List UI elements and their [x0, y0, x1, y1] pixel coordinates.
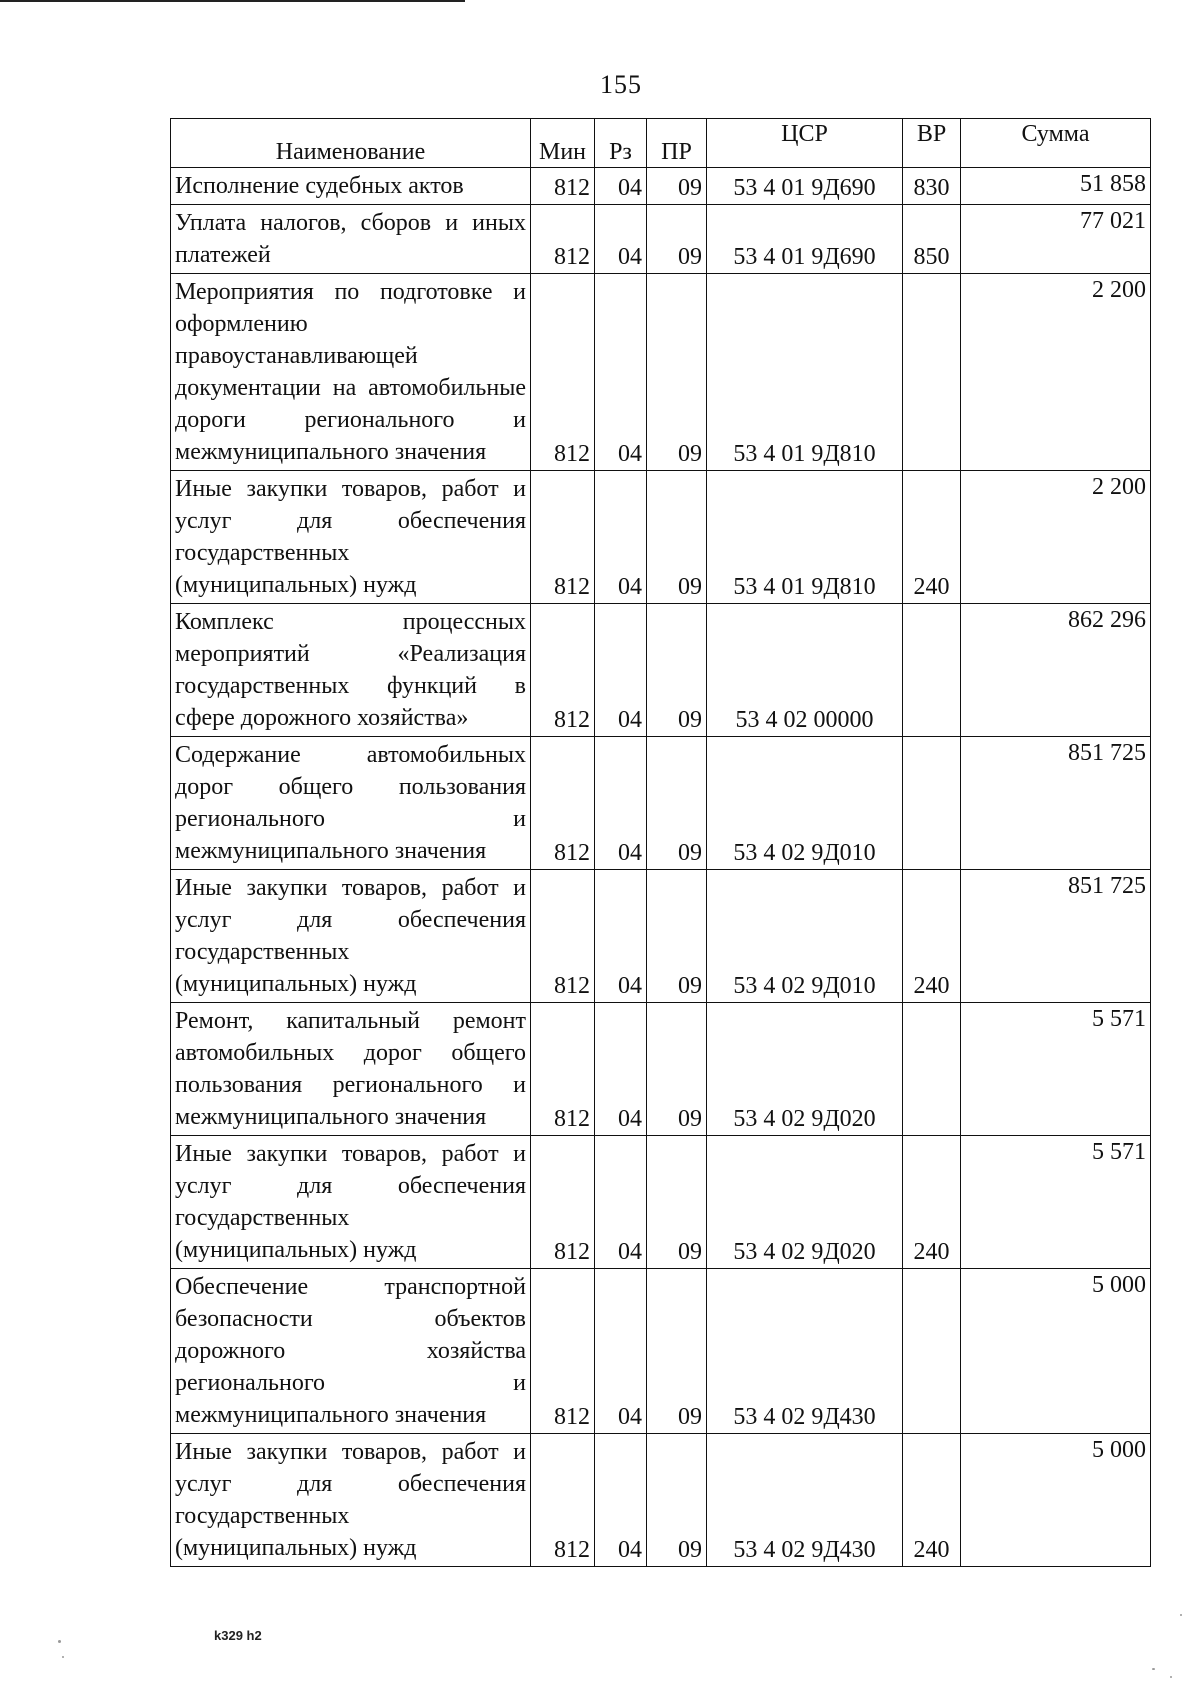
row-sum: 851 725	[961, 870, 1151, 1003]
row-rz: 04	[595, 1269, 647, 1434]
row-name: Исполнение судебных актов	[171, 168, 531, 205]
row-rz: 04	[595, 471, 647, 604]
row-pr: 09	[647, 870, 707, 1003]
row-pr: 09	[647, 737, 707, 870]
row-sum: 2 200	[961, 274, 1151, 471]
row-min: 812	[531, 604, 595, 737]
row-sum: 5 571	[961, 1136, 1151, 1269]
table-row	[171, 205, 1151, 274]
footer-code: k329 h2	[214, 1628, 262, 1643]
row-rz: 04	[595, 205, 647, 274]
row-name: Иные закупки товаров, работ и услуг для обеспечения государственных (муниципальных) нужд	[171, 870, 531, 1003]
row-min: 812	[531, 274, 595, 471]
row-csr: 53 4 02 9Д430	[707, 1434, 903, 1567]
row-sum: 851 725	[961, 737, 1151, 870]
row-rz: 04	[595, 1003, 647, 1136]
row-min: 812	[531, 1434, 595, 1567]
header-csr: ЦСР	[707, 119, 903, 168]
row-min: 812	[531, 1003, 595, 1136]
row-min: 812	[531, 471, 595, 604]
header-min: Мин	[531, 119, 595, 168]
row-pr: 09	[647, 168, 707, 205]
row-rz: 04	[595, 870, 647, 1003]
row-name: Иные закупки товаров, работ и услуг для обеспечения государственных (муниципальных) нужд	[171, 1136, 531, 1269]
header-vr: ВР	[903, 119, 961, 168]
row-pr: 09	[647, 1136, 707, 1269]
row-sum: 5 000	[961, 1269, 1151, 1434]
row-rz: 04	[595, 737, 647, 870]
row-vr: 830	[903, 168, 961, 205]
row-vr: 240	[903, 1434, 961, 1567]
header-name: Наименование	[171, 119, 531, 168]
row-name: Иные закупки товаров, работ и услуг для обеспечения государственных (муниципальных) нужд	[171, 1434, 531, 1567]
row-name: Мероприятия по подготовке и оформлению правоустанавливающей документации на автомобильные дороги регионального и межмуниципального значения	[171, 274, 531, 471]
row-vr	[903, 1003, 961, 1136]
row-vr: 240	[903, 870, 961, 1003]
row-name: Обеспечение транспортной безопасности объектов дорожного хозяйства регионального и межмуниципального значения	[171, 1269, 531, 1434]
row-sum: 862 296	[961, 604, 1151, 737]
row-min: 812	[531, 1136, 595, 1269]
row-pr: 09	[647, 604, 707, 737]
table-row	[171, 870, 1151, 1003]
row-vr	[903, 737, 961, 870]
row-min: 812	[531, 205, 595, 274]
row-sum: 5 571	[961, 1003, 1151, 1136]
row-pr: 09	[647, 1434, 707, 1567]
row-name: Уплата налогов, сборов и иных платежей	[171, 205, 531, 274]
table-header-row	[171, 119, 1151, 168]
table-row	[171, 737, 1151, 870]
row-rz: 04	[595, 274, 647, 471]
table-row	[171, 471, 1151, 604]
table-row	[171, 1136, 1151, 1269]
row-rz: 04	[595, 1434, 647, 1567]
header-sum: Сумма	[961, 119, 1151, 168]
row-name: Иные закупки товаров, работ и услуг для обеспечения государственных (муниципальных) нужд	[171, 471, 531, 604]
row-name: Содержание автомобильных дорог общего пользования регионального и межмуниципального значения	[171, 737, 531, 870]
row-vr: 240	[903, 1136, 961, 1269]
row-min: 812	[531, 168, 595, 205]
row-csr: 53 4 02 9Д020	[707, 1003, 903, 1136]
row-sum: 5 000	[961, 1434, 1151, 1567]
page-number: 155	[600, 70, 642, 99]
row-csr: 53 4 02 9Д430	[707, 1269, 903, 1434]
row-name: Комплекс процессных мероприятий «Реализация государственных функций в сфере дорожного хозяйства»	[171, 604, 531, 737]
scan-speck	[1170, 1676, 1172, 1678]
row-pr: 09	[647, 1269, 707, 1434]
row-pr: 09	[647, 274, 707, 471]
row-csr: 53 4 02 00000	[707, 604, 903, 737]
row-name: Ремонт, капитальный ремонт автомобильных дорог общего пользования регионального и межмуниципального значения	[171, 1003, 531, 1136]
table-row	[171, 274, 1151, 471]
table-row	[171, 1269, 1151, 1434]
row-min: 812	[531, 737, 595, 870]
row-sum: 2 200	[961, 471, 1151, 604]
table-row	[171, 168, 1151, 205]
row-rz: 04	[595, 168, 647, 205]
scan-edge-line	[0, 0, 465, 2]
row-rz: 04	[595, 604, 647, 737]
row-min: 812	[531, 870, 595, 1003]
table-row	[171, 1434, 1151, 1567]
row-vr	[903, 274, 961, 471]
row-rz: 04	[595, 1136, 647, 1269]
row-sum: 51 858	[961, 168, 1151, 205]
table-row	[171, 1003, 1151, 1136]
row-vr	[903, 1269, 961, 1434]
row-vr: 240	[903, 471, 961, 604]
row-csr: 53 4 01 9Д810	[707, 471, 903, 604]
header-rz: Рз	[595, 119, 647, 168]
row-sum: 77 021	[961, 205, 1151, 274]
row-csr: 53 4 01 9Д690	[707, 205, 903, 274]
row-vr	[903, 604, 961, 737]
scan-speck	[1152, 1668, 1155, 1670]
row-pr: 09	[647, 205, 707, 274]
row-pr: 09	[647, 1003, 707, 1136]
row-csr: 53 4 01 9Д690	[707, 168, 903, 205]
row-csr: 53 4 02 9Д010	[707, 737, 903, 870]
row-csr: 53 4 01 9Д810	[707, 274, 903, 471]
row-vr: 850	[903, 205, 961, 274]
row-csr: 53 4 02 9Д010	[707, 870, 903, 1003]
header-pr: ПР	[647, 119, 707, 168]
table-row	[171, 604, 1151, 737]
row-csr: 53 4 02 9Д020	[707, 1136, 903, 1269]
scan-speck	[58, 1640, 61, 1643]
budget-table	[170, 118, 1151, 1567]
scan-speck	[1180, 1614, 1182, 1616]
scan-speck	[62, 1656, 64, 1658]
row-pr: 09	[647, 471, 707, 604]
row-min: 812	[531, 1269, 595, 1434]
